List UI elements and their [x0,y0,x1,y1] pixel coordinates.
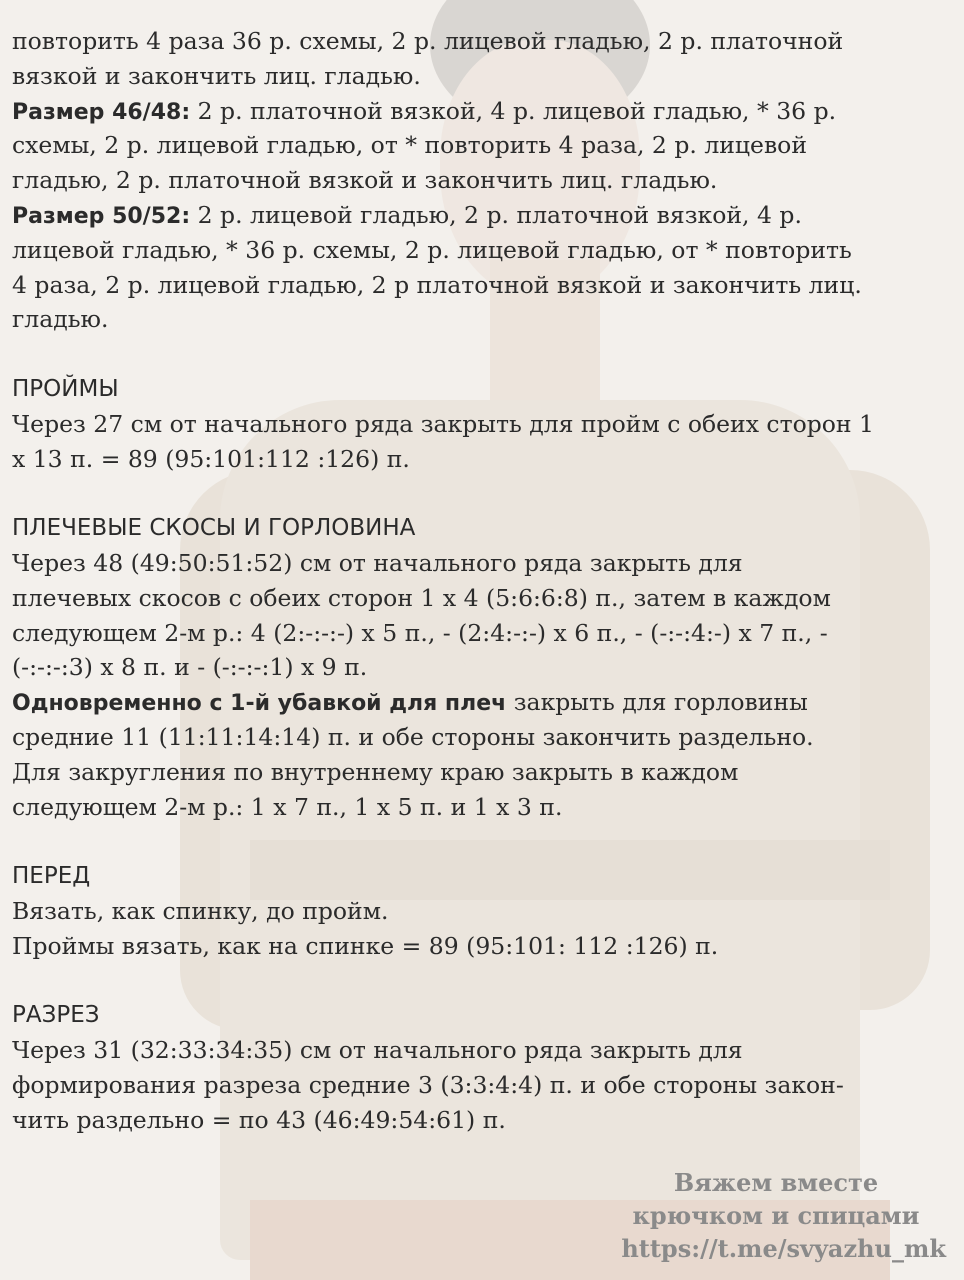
text-line: гладью, 2 р. платочной вязкой и закончить лиц. гладью. [12,166,718,195]
watermark-line: крючком и спицами [632,1201,920,1230]
heading-front: ПЕРЕД [12,863,91,890]
text-line: Вязать, как спинку, до пройм. [12,896,389,925]
spacer [12,337,952,372]
text-line: лицевой гладью, * 36 р. схемы, 2 р. лицевой гладью, от * повторить [12,235,852,264]
text-line: 4 раза, 2 р. лицевой гладью, 2 р платочной вязкой и закончить лиц. [12,270,862,299]
text-fragment: 2 р. платочной вязкой, 4 р. лицевой гладью, * 36 р. [190,96,837,125]
watermark-link[interactable]: https://t.me/svyazhu_mk [621,1234,946,1263]
text-line: средние 11 (11:11:14:14) п. и обе стороны закончить раздельно. [12,722,814,751]
text-fragment: 2 р. лицевой гладью, 2 р. платочной вязкой, 4 р. [190,200,802,229]
text-line: Для закругления по внутреннему краю закрыть в каждом [12,757,739,786]
text-line: схемы, 2 р. лицевой гладью, от * повторить 4 раза, 2 р. лицевой [12,131,807,160]
text-line: формирования разреза средние 3 (3:3:4:4) п. и обе стороны закон- [12,1070,844,1099]
watermark [606,1166,946,1265]
text-line: Проймы вязать, как на спинке = 89 (95:101: 112 :126) п. [12,931,719,960]
spacer [12,476,952,511]
spacer [12,824,952,859]
text-line [12,198,952,233]
pattern-text [12,24,952,1138]
text-line: плечевых скосов с обеих сторон 1 х 4 (5:6:6:8) п., затем в каждом [12,583,831,612]
text-line: (-:-:-:3) х 8 п. и - (-:-:-:1) х 9 п. [12,653,368,682]
text-line [12,94,952,129]
text-line: Через 48 (49:50:51:52) см от начального ряда закрыть для [12,548,743,577]
text-line: чить раздельно = по 43 (46:49:54:61) п. [12,1105,506,1134]
text-line: повторить 4 раза 36 р. схемы, 2 р. лицевой гладью, 2 р. платочной [12,27,844,55]
watermark-line: Вяжем вместе [673,1168,879,1197]
text-line: следующем 2-м р.: 4 (2:-:-:-) х 5 п., - (2:4:-:-) х 6 п., - (-:-:4:-) х 7 п., - [12,618,828,647]
spacer [12,964,952,999]
heading-shoulders-neckline: ПЛЕЧЕВЫЕ СКОСЫ И ГОРЛОВИНА [12,515,416,542]
heading-armholes: ПРОЙМЫ [12,375,119,402]
text-line: следующем 2-м р.: 1 х 7 п., 1 х 5 п. и 1 х 3 п. [12,792,563,821]
text-line: гладью. [12,305,109,334]
text-line [12,685,952,720]
simultaneously-label: Одновременно с 1-й убавкой для плеч [12,691,507,717]
text-line: вязкой и закончить лиц. гладью. [12,61,421,90]
heading-slit: РАЗРЕЗ [12,1002,100,1029]
size-46-48-label: Размер 46/48: [12,99,191,125]
text-line: х 13 п. = 89 (95:101:112 :126) п. [12,444,410,473]
size-50-52-label: Размер 50/52: [12,203,191,229]
text-line: Через 27 см от начального ряда закрыть для пройм с обеих сторон 1 [12,409,875,438]
text-fragment: закрыть для горловины [506,688,808,717]
text-line: Через 31 (32:33:34:35) см от начального ряда закрыть для [12,1036,743,1065]
